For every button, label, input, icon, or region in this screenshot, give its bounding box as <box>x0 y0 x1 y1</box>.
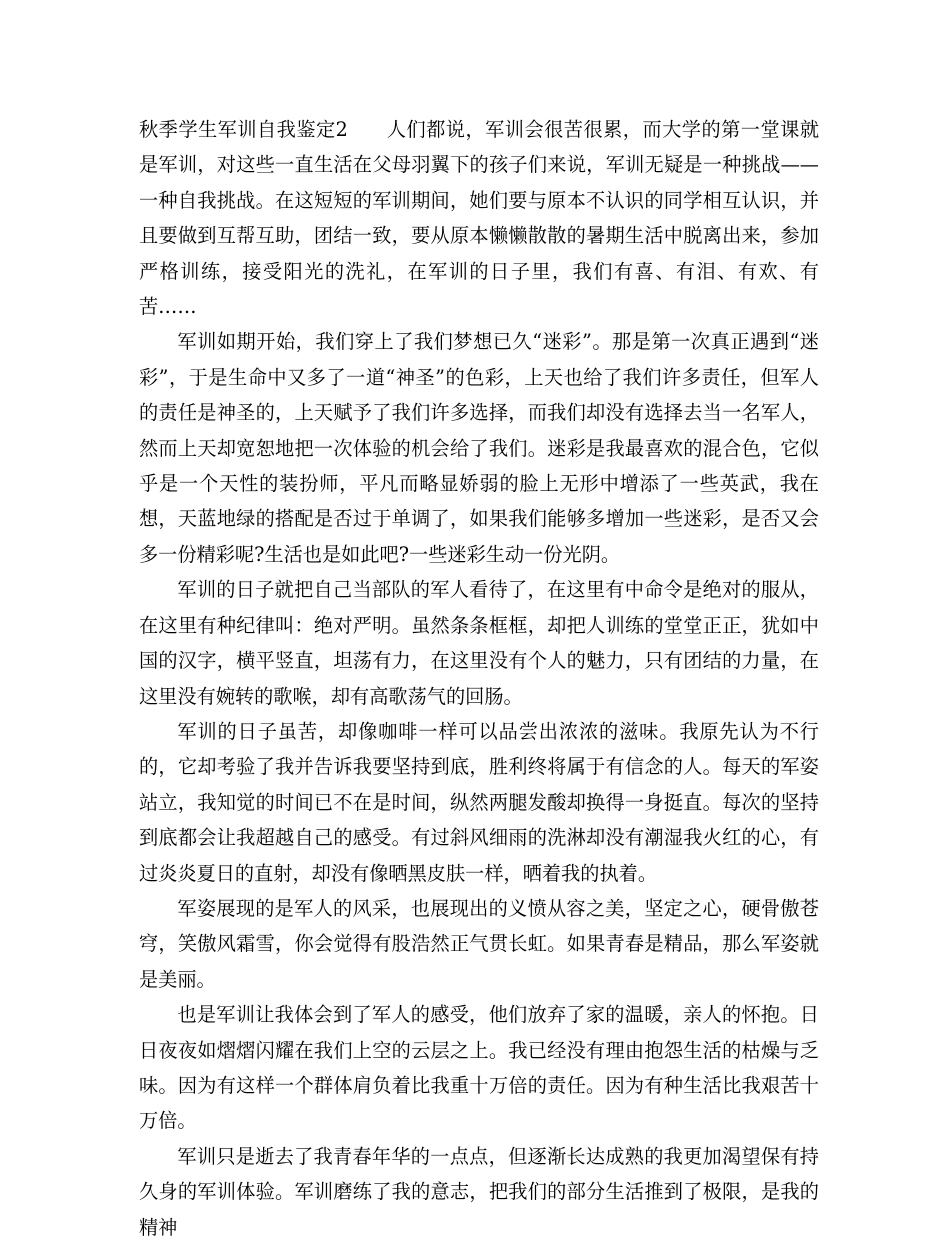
paragraph-intro <box>139 112 819 324</box>
document-title: 秋季学生军训自我鉴定2 <box>139 118 348 141</box>
document-page <box>139 112 819 1245</box>
paragraph: 军姿展现的是军人的风采，也展现出的义愤从容之美，坚定之心，硬骨傲苍穹，笑傲风霜雪，你会觉得有股浩然正气贯长虹。如果青春是精品，那么军姿就是美丽。 <box>139 896 819 991</box>
paragraph: 军训的日子就把自己当部队的军人看待了，在这里有中命令是绝对的服从，在这里有种纪律叫：绝对严明。虽然条条框框，却把人训练的堂堂正正，犹如中国的汉字，横平竖直，坦荡有力，在这里没有个人的魅力，只有团结的力量，在这里没有婉转的歌喉，却有高歌荡气的回肠。 <box>139 578 819 708</box>
paragraph: 军训的日子虽苦，却像咖啡一样可以品尝出浓浓的滋味。我原先认为不行的，它却考验了我并告诉我要坚持到底，胜利终将属于有信念的人。每天的军姿站立，我知觉的时间已不在是时间，纵然两腿发酸却换得一身挺直。每次的坚持到底都会让我超越自己的感受。有过斜风细雨的洗淋却没有潮湿我火红的心，有过炎炎夏日的直射，却没有像晒黑皮肤一样，晒着我的执着。 <box>139 719 819 885</box>
paragraph-text: 人们都说，军训会很苦很累，而大学的第一堂课就是军训，对这些一直生活在父母羽翼下的孩子们来说，军训无疑是一种挑战——一种自我挑战。在这短短的军训期间，她们要与原本不认识的同学相互认识，并且要做到互帮互助，团结一致，要从原本懒懒散散的暑期生活中脱离出来，参加严格训练，接受阳光的洗礼，在军训的日子里，我们有喜、有泪、有欢、有苦…… <box>139 118 820 319</box>
paragraph: 军训如期开始，我们穿上了我们梦想已久“迷彩”。那是第一次真正遇到“迷彩”，于是生命中又多了一道“神圣”的色彩，上天也给了我们许多责任，但军人的责任是神圣的，上天赋予了我们许多选择，而我们却没有选择去当一名军人，然而上天却宽恕地把一次体验的机会给了我们。迷彩是我最喜欢的混合色，它似乎是一个天性的装扮师，平凡而略显娇弱的脸上无形中增添了一些英武，我在想，天蓝地绿的搭配是否过于单调了，如果我们能够多增加一些迷彩，是否又会多一份精彩呢?生活也是如此吧?一些迷彩生动一份光阴。 <box>139 330 819 566</box>
paragraph: 也是军训让我体会到了军人的感受，他们放弃了家的温暖，亲人的怀抱。日日夜夜如熠熠闪耀在我们上空的云层之上。我已经没有理由抱怨生活的枯燥与乏味。因为有这样一个群体肩负着比我重十万倍的责任。因为有种生活比我艰苦十万倍。 <box>139 1003 819 1133</box>
paragraph: 军训只是逝去了我青春年华的一点点，但逐渐长达成熟的我更加渴望保有持久身的军训体验。军训磨练了我的意志，把我们的部分生活推到了极限，是我的精神 <box>139 1144 819 1239</box>
